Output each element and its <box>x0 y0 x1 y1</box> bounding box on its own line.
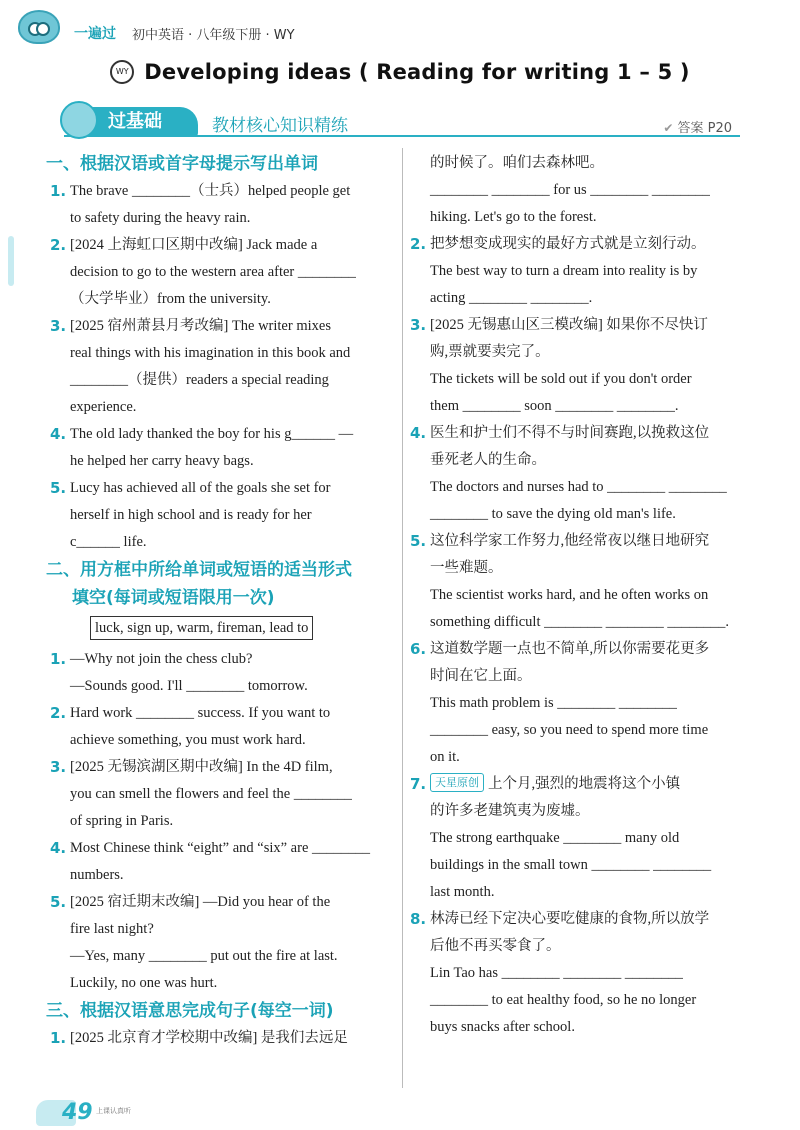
page-number: 49 <box>62 1100 93 1125</box>
left-column <box>46 150 398 1052</box>
original-tag: 天星原创 <box>430 773 484 792</box>
question-item: 1. —Why not join the chess club? —Sounds good. I'll ________ tomorrow. <box>50 650 308 694</box>
banner-mascot-icon <box>60 101 98 139</box>
question-item: 2. Hard work ________ success. If you want to achieve something, you must work hard. <box>50 704 331 748</box>
top-header <box>14 10 786 50</box>
question-item: 5. 这位科学家工作努力,他经常夜以继日地研究 一些难题。 The scientist works hard, and he often works on something difficult ________ ________ ________. <box>410 532 729 630</box>
banner-pill: 过基础 <box>88 107 198 137</box>
question-item: 3. [2025 无锡滨湖区期中改编] In the 4D film, you can smell the flowers and feel the ________ of spring in Paris. <box>50 758 352 829</box>
question-item: 4. The old lady thanked the boy for his g______ — he helped her carry heavy bags. <box>50 425 354 469</box>
question-item: 1. [2025 北京育才学校期中改编] 是我们去远足 <box>50 1029 348 1047</box>
word-box: luck, sign up, warm, fireman, lead to <box>90 616 313 640</box>
banner-subtitle: 教材核心知识精练 <box>212 116 348 136</box>
lesson-title <box>0 60 800 94</box>
question-item-continued: 的时候了。咱们去森林吧。 ________ ________ for us ________ ________ hiking. Let's go to the forest. <box>430 155 710 225</box>
brand-name: 一遍过 <box>74 26 116 42</box>
question-item: 8. 林涛已经下定决心要吃健康的食物,所以放学 后他不再买零食了。 Lin Tao has ________ ________ ________ ________ to eat healthy food, so he no longer buys snacks after school. <box>410 910 710 1035</box>
badge-icon: WY <box>110 60 134 84</box>
edge-decoration <box>8 236 14 286</box>
answer-reference: ✔ 答案 P20 <box>663 121 732 136</box>
footer-note: 上课认真听 <box>96 1107 131 1115</box>
page-footer <box>36 1100 156 1126</box>
book-info: 初中英语 · 八年级下册 · WY <box>132 28 295 43</box>
question-item: 2. 把梦想变成现实的最好方式就是立刻行动。 The best way to turn a dream into reality is by acting ________ ________. <box>410 235 706 306</box>
page-title: Developing ideas ( Reading for writing 1 – 5 ) <box>144 60 690 84</box>
question-item: 7. 天星原创 上个月,强烈的地震将这个小镇 的许多老建筑夷为废墟。 The strong earthquake ________ many old buildings in the small town ________ ________ last month. <box>410 775 712 900</box>
question-item: 5. [2025 宿迁期末改编] —Did you hear of the fire last night? —Yes, many ________ put out the fire at last. Luckily, no one was hurt. <box>50 893 338 991</box>
section-banner <box>64 107 740 139</box>
section-title-1: 一、根据汉语或首字母提示写出单词 <box>46 154 318 174</box>
section-title-2: 二、用方框中所给单词或短语的适当形式 <box>46 560 352 580</box>
question-item: 6. 这道数学题一点也不简单,所以你需要花更多 时间在它上面。 This math problem is ________ ________ ________ easy, so you need to spend more time on it. <box>410 640 710 765</box>
column-divider <box>402 148 403 1088</box>
question-item: 4. 医生和护士们不得不与时间赛跑,以挽救这位 垂死老人的生命。 The doctors and nurses had to ________ ________ ________ to save the dying old man's life. <box>410 424 727 522</box>
question-item: 5. Lucy has achieved all of the goals she set for herself in high school and is ready for her c______ life. <box>50 479 331 550</box>
question-item: 1. The brave ________（士兵）helped people get to safety during the heavy rain. <box>50 182 351 226</box>
right-column <box>410 150 750 1041</box>
question-item: 3. [2025 宿州萧县月考改编] The writer mixes real things with his imagination in this book and ________（提供）readers a special reading experience. <box>50 317 351 415</box>
section-title-2-cont: 填空(每词或短语限用一次) <box>72 588 275 608</box>
mascot-logo-icon <box>18 10 60 44</box>
question-item: 2. [2024 上海虹口区期中改编] Jack made a decision to go to the western area after ________ （大学毕业）from the university. <box>50 236 356 307</box>
question-item: 3. [2025 无锡惠山区三模改编] 如果你不尽快订 购,票就要卖完了。 The tickets will be sold out if you don't order them ________ soon ________ ________. <box>410 316 708 414</box>
section-title-3: 三、根据汉语意思完成句子(每空一词) <box>46 1001 334 1021</box>
question-item: 4. Most Chinese think “eight” and “six” are ________ numbers. <box>50 839 371 883</box>
check-icon: ✔ <box>663 121 674 135</box>
